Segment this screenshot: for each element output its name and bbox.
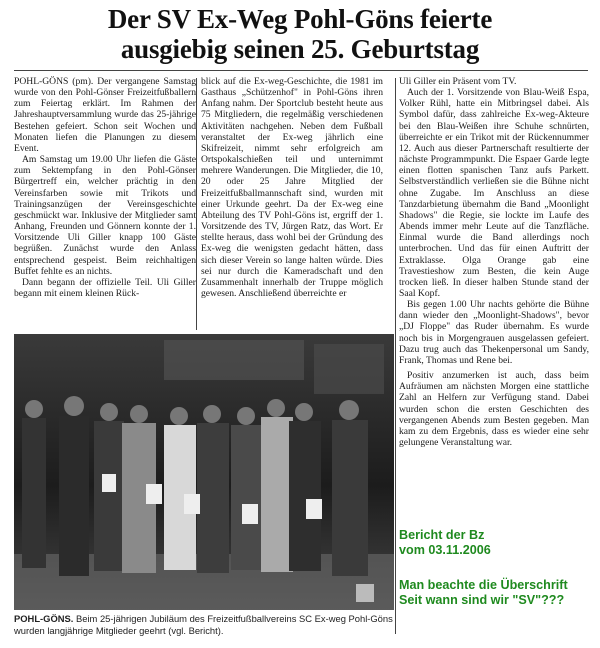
annotation-headline-remark	[399, 578, 589, 608]
column-1-paragraph: Dann begann der offizielle Teil. Uli Giller begann mit einem kleinen Rück-	[14, 276, 196, 299]
column-3-paragraph: Uli Giller ein Präsent vom TV.	[399, 76, 517, 87]
column-1-paragraph: Am Samstag um 19.00 Uhr liefen die Gäste zum Sektempfang in den Pohl-Gönser Bürgertreff ein, welcher prächtig in den Vereinsfarben sowie mit Trikots und Trainingsanzügen der Vereinsgeschichte geschmückt war. Inklusive der Mitglieder samt Anhang, Freunden und Gönnern konnte der 1. Vorsitzende Uli Giller knapp 100 Gäste begrüßen. Zunächst wurde den Anlass entsprechend gespeist. Beim reichhaltigen Buffet fehlte es an nichts.	[14, 154, 196, 277]
article-column-2	[201, 76, 383, 299]
article-headline	[14, 4, 586, 64]
annotation-line: Man beachte die Überschrift	[399, 578, 568, 592]
column-divider-2	[395, 78, 396, 634]
article-column-3	[399, 76, 589, 448]
annotation-line: Seit wann sind wir "SV"???	[399, 593, 565, 607]
column-3-paragraph: Bis gegen 1.00 Uhr nachts gehörte die Bühne dann wieder den „Moonlight-Shadows", bevor „DJ Floppe" das Ruder übernahm. Es wurde noch bis in Morgengrauen ausgelassen gefeiert. Dazu trug auch das Thekenpersonal um Sandy, Frank, Thomas und Rene bei.	[399, 299, 589, 366]
column-3-paragraph: Auch der 1. Vorsitzende von Blau-Weiß Espa, Volker Rühl, hatte ein Mitbringsel dabei. Als Symbol dafür, dass zahlreiche Ex-weg-Akteure bei den Blau-Weißen ihre Schuhe schnürten, überreichte er ein Trikot mit der Rückennummer 12. Auch aus dieser Partnerschaft resultierte der nächste Programmpunkt. Die Espaer Garde legte einen flotten spanischen Tanz aufs Parkett. Selbstverständlich verließen sie die Bühne nicht ohne Zugabe. Im Anschluss an diese Tanzdarbietung übernahm die Band „Moonlight Shadows" die Regie, sie lockte im Laufe des Abends immer mehr Leute auf die Tanzfläche. Einmal wurde die Band allerdings noch unterbrochen. Und das für einen Auftritt der Extraklasse. Olga Orange gab eine Travestieshow zum Besten, die kein Auge trocken ließ. In dieser halben Stunde stand der Saal Kopf.	[399, 87, 589, 299]
caption-text: Beim 25-jährigen Jubiläum des Freizeitfußballvereins SC Ex-weg Pohl-Göns wurden langjährige Mitglieder geehrt (vgl. Bericht).	[14, 613, 393, 636]
headline-line-1: Der SV Ex-Weg Pohl-Göns feierte	[107, 4, 493, 34]
headline-line-2: ausgiebig seinen 25. Geburtstag	[120, 34, 480, 64]
column-divider-1	[196, 78, 197, 330]
caption-place: POHL-GÖNS.	[14, 613, 74, 624]
column-3-paragraph: Positiv anzumerken ist auch, dass beim Aufräumen am nächsten Morgen eine stattliche Zahl an Helfern zur Verfügung stand. Dabei wurden schon die ersten Geschichten des vergangenen Abends zum Besten gegeben. Man kam zu dem Ergebnis, dass es wieder eine sehr gelungene Veranstaltung war.	[399, 370, 589, 448]
annotation-line: Bericht der Bz	[399, 528, 485, 542]
group-photo	[14, 334, 394, 610]
annotation-report-date	[399, 528, 589, 558]
headline-rule	[14, 70, 588, 71]
photo-caption	[14, 613, 396, 636]
group-photo-illustration	[14, 334, 394, 610]
article-column-1	[14, 76, 196, 299]
column-1-paragraph: POHL-GÖNS (pm). Der vergangene Samstag wurde von den Pohl-Gönser Freizeitfußballern zum Feiertag erklärt. Im Rahmen der Jahreshauptversammlung wurde das 25-jährige Bestehen gefeiert. Schon seit Wochen und Monaten liefen die Planungen zu diesem Event.	[14, 76, 196, 154]
column-2-paragraph: blick auf die Ex-weg-Geschichte, die 1981 im Gasthaus „Schützenhof" in Pohl-Göns ihren Anfang nahm. Der Sportclub besteht heute aus 75 Mitgliedern, die regelmäßig verschiedenen Aktivitäten nachgehen. Neben dem Fußball veranstaltet der Ex-weg jährlich eine Skifreizeit, nimmt sehr erfolgreich am Ortspokalschießen teil und unternimmt mehrere Wanderungen. Die Mitglieder, die 10, 20 oder 25 Jahre Mitglied der Freizeitfußballmannschaft sind, wurden mit einer Urkunde geehrt. Da der Ex-weg eine Abteilung des TV Pohl-Göns ist, ergriff der 1. Vorsitzende des TV, Jürgen Ratz, das Wort. Er stellte heraus, dass wohl bei der Gründung des Ex-weg die wenigsten gedacht hätten, dass sich dieser Verein so lange halten würde. Dies sei nur durch die Kameradschaft und den Zusammenhalt innerhalb der Truppe möglich gewesen. Anschließend überreichte er	[201, 76, 383, 299]
annotation-line: vom 03.11.2006	[399, 543, 491, 557]
